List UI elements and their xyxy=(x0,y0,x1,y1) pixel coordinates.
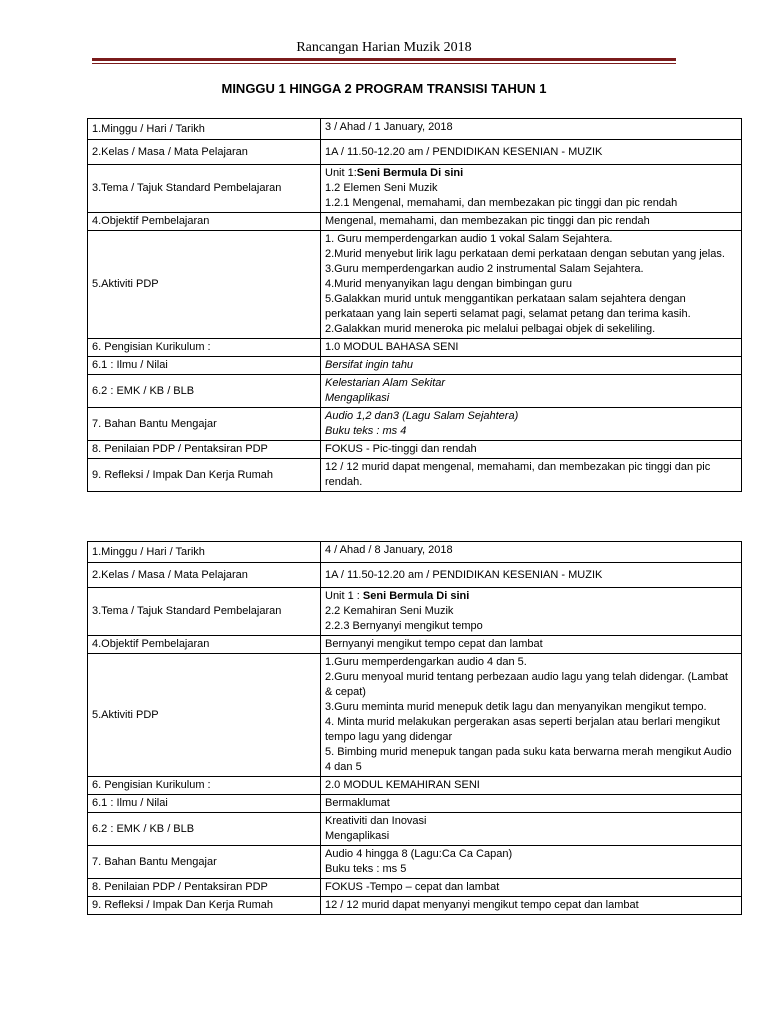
lesson-plan-table-1 xyxy=(87,118,742,492)
table-row xyxy=(88,795,742,813)
tema-line-2: 1.2 Elemen Seni Muzik xyxy=(325,182,438,194)
bahan-line-2: Buku teks : ms 4 xyxy=(325,425,407,437)
value-objektif: Mengenal, memahami, dan membezakan pic tinggi dan pic rendah xyxy=(321,213,742,231)
value-kelas: 1A / 11.50-12.20 am / PENDIDIKAN KESENIAN - MUZIK xyxy=(321,140,742,165)
value-minggu: 4 / Ahad / 8 January, 2018 xyxy=(321,542,742,563)
aktiviti-item: 1. Guru memperdengarkan audio 1 vokal Salam Sejahtera. xyxy=(325,233,613,245)
label-emk: 6.2 : EMK / KB / BLB xyxy=(88,813,321,846)
value-emk xyxy=(321,813,742,846)
tema-prefix: Unit 1 : xyxy=(325,590,363,602)
value-objektif: Bernyanyi mengikut tempo cepat dan lambat xyxy=(321,636,742,654)
value-bahan xyxy=(321,846,742,879)
tema-line-2: 2.2 Kemahiran Seni Muzik xyxy=(325,605,454,617)
table-row xyxy=(88,441,742,459)
label-penilaian: 8. Penilaian PDP / Pentaksiran PDP xyxy=(88,879,321,897)
aktiviti-item: 2.Guru menyoal murid tentang perbezaan audio lagu yang telah didengar. (Lambat & cepat) xyxy=(325,671,728,698)
label-bahan: 7. Bahan Bantu Mengajar xyxy=(88,846,321,879)
label-aktiviti: 5.Aktiviti PDP xyxy=(88,231,321,339)
bahan-line-1: Audio 1,2 dan3 (Lagu Salam Sejahtera) xyxy=(325,410,519,422)
value-bahan xyxy=(321,408,742,441)
table-row xyxy=(88,777,742,795)
table-row xyxy=(88,165,742,213)
value-refleksi: 12 / 12 murid dapat mengenal, memahami, dan membezakan pic tinggi dan pic rendah. xyxy=(321,459,742,492)
table-row xyxy=(88,897,742,915)
aktiviti-item: 3.Guru meminta murid menepuk detik lagu dan menyanyikan mengikut tempo. xyxy=(325,701,707,713)
label-kelas: 2.Kelas / Masa / Mata Pelajaran xyxy=(88,563,321,588)
label-objektif: 4.Objektif Pembelajaran xyxy=(88,636,321,654)
value-ilmu: Bersifat ingin tahu xyxy=(321,357,742,375)
label-kelas: 2.Kelas / Masa / Mata Pelajaran xyxy=(88,140,321,165)
label-pengisian: 6. Pengisian Kurikulum : xyxy=(88,339,321,357)
value-kelas: 1A / 11.50-12.20 am / PENDIDIKAN KESENIAN - MUZIK xyxy=(321,563,742,588)
tema-unit: Seni Bermula Di sini xyxy=(362,590,470,602)
label-penilaian: 8. Penilaian PDP / Pentaksiran PDP xyxy=(88,441,321,459)
emk-line-2: Mengaplikasi xyxy=(325,392,390,404)
emk-line-1: Kelestarian Alam Sekitar xyxy=(325,377,446,389)
tema-line-3: 2.2.3 Bernyanyi mengikut tempo xyxy=(325,620,483,632)
header-title: Rancangan Harian Muzik 2018 xyxy=(296,40,472,55)
label-objektif: 4.Objektif Pembelajaran xyxy=(88,213,321,231)
table-row xyxy=(88,357,742,375)
value-pengisian: 1.0 MODUL BAHASA SENI xyxy=(321,339,742,357)
value-pengisian: 2.0 MODUL KEMAHIRAN SENI xyxy=(321,777,742,795)
table-row xyxy=(88,654,742,777)
value-penilaian: FOKUS -Tempo – cepat dan lambat xyxy=(321,879,742,897)
label-aktiviti: 5.Aktiviti PDP xyxy=(88,654,321,777)
document-title: MINGGU 1 HINGGA 2 PROGRAM TRANSISI TAHUN 1 xyxy=(221,81,547,96)
aktiviti-item: 5.Galakkan murid untuk menggantikan perkataan salam sejahtera dengan perkataan yang lain seperti selamat pagi, selamat petang dan terima kasih. xyxy=(325,293,691,320)
label-tema: 3.Tema / Tajuk Standard Pembelajaran xyxy=(88,165,321,213)
table-row xyxy=(88,339,742,357)
table-row xyxy=(88,408,742,441)
value-ilmu: Bermaklumat xyxy=(321,795,742,813)
value-tema xyxy=(321,165,742,213)
table-row xyxy=(88,563,742,588)
value-refleksi: 12 / 12 murid dapat menyanyi mengikut tempo cepat dan lambat xyxy=(321,897,742,915)
aktiviti-item: 4. Minta murid melakukan pergerakan asas seperti berjalan atau berlari mengikut tempo lagu yang didengar xyxy=(325,716,720,743)
table-row xyxy=(88,213,742,231)
table-row xyxy=(88,542,742,563)
bahan-line-2: Buku teks : ms 5 xyxy=(325,863,407,875)
label-ilmu: 6.1 : Ilmu / Nilai xyxy=(88,357,321,375)
label-bahan: 7. Bahan Bantu Mengajar xyxy=(88,408,321,441)
table-row xyxy=(88,140,742,165)
aktiviti-item: 4.Murid menyanyikan lagu dengan bimbingan guru xyxy=(325,278,573,290)
label-ilmu: 6.1 : Ilmu / Nilai xyxy=(88,795,321,813)
tema-line-3: 1.2.1 Mengenal, memahami, dan membezakan pic tinggi dan pic rendah xyxy=(325,197,678,209)
emk-line-2: Mengaplikasi xyxy=(325,830,390,842)
table-row xyxy=(88,813,742,846)
table-row xyxy=(88,231,742,339)
value-emk xyxy=(321,375,742,408)
bahan-line-1: Audio 4 hingga 8 (Lagu:Ca Ca Capan) xyxy=(325,848,513,860)
table-row xyxy=(88,846,742,879)
table-row xyxy=(88,879,742,897)
table-row xyxy=(88,375,742,408)
tema-prefix: Unit 1: xyxy=(325,167,357,179)
label-pengisian: 6. Pengisian Kurikulum : xyxy=(88,777,321,795)
header-rule-thick xyxy=(92,58,676,61)
label-refleksi: 9. Refleksi / Impak Dan Kerja Rumah xyxy=(88,897,321,915)
table-row xyxy=(88,459,742,492)
aktiviti-item: 2.Murid menyebut lirik lagu perkataan demi perkataan dengan sebutan yang jelas. xyxy=(325,248,725,260)
header-rule-thin xyxy=(92,63,676,64)
value-aktiviti xyxy=(321,654,742,777)
value-minggu: 3 / Ahad / 1 January, 2018 xyxy=(321,119,742,140)
table-row xyxy=(88,636,742,654)
label-emk: 6.2 : EMK / KB / BLB xyxy=(88,375,321,408)
lesson-plan-table-2 xyxy=(87,541,742,915)
value-aktiviti xyxy=(321,231,742,339)
aktiviti-item: 2.Galakkan murid meneroka pic melalui pelbagai objek di sekeliling. xyxy=(325,323,656,335)
table-row xyxy=(88,588,742,636)
value-penilaian: FOKUS - Pic-tinggi dan rendah xyxy=(321,441,742,459)
aktiviti-item: 1.Guru memperdengarkan audio 4 dan 5. xyxy=(325,656,527,668)
label-minggu: 1.Minggu / Hari / Tarikh xyxy=(88,119,321,140)
label-minggu: 1.Minggu / Hari / Tarikh xyxy=(88,542,321,563)
aktiviti-item: 5. Bimbing murid menepuk tangan pada suku kata berwarna merah mengikut Audio 4 dan 5 xyxy=(325,746,732,773)
label-refleksi: 9. Refleksi / Impak Dan Kerja Rumah xyxy=(88,459,321,492)
aktiviti-item: 3.Guru memperdengarkan audio 2 instrumental Salam Sejahtera. xyxy=(325,263,644,275)
emk-line-1: Kreativiti dan Inovasi xyxy=(325,815,427,827)
table-row xyxy=(88,119,742,140)
tema-unit: Seni Bermula Di sini xyxy=(356,167,464,179)
value-tema xyxy=(321,588,742,636)
label-tema: 3.Tema / Tajuk Standard Pembelajaran xyxy=(88,588,321,636)
